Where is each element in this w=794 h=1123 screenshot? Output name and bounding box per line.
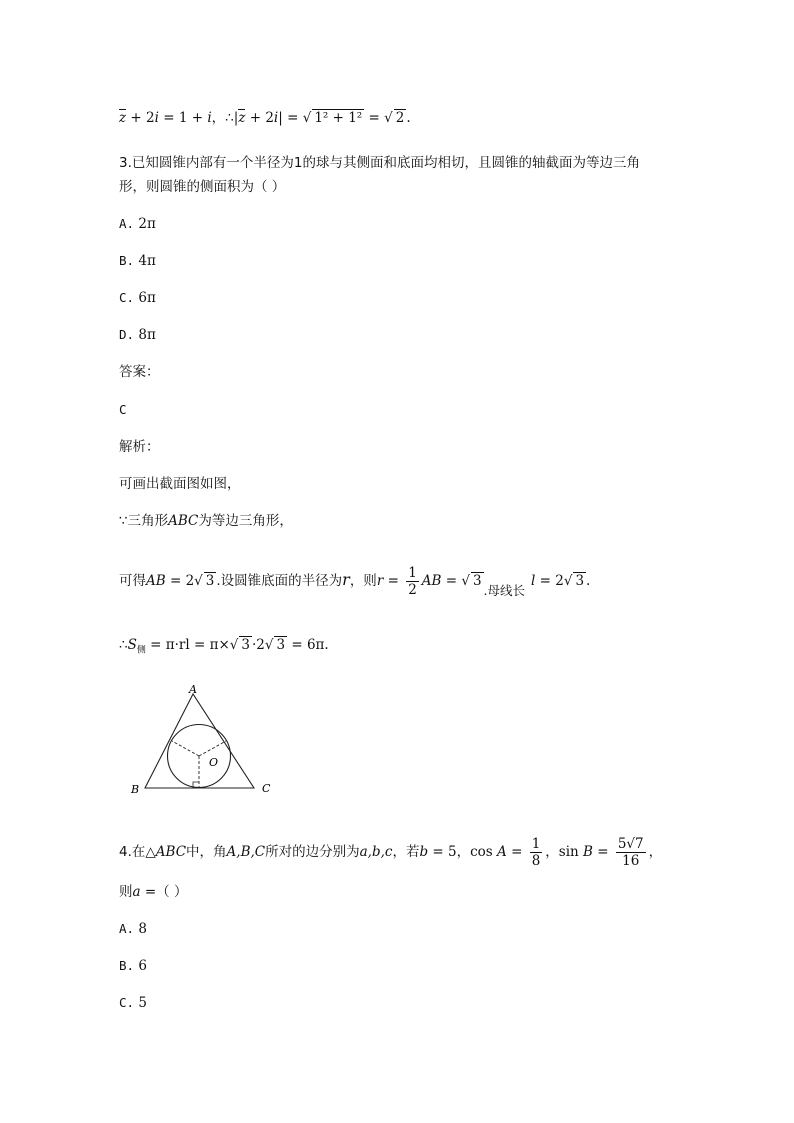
text: 则 [119, 884, 133, 900]
label-o: O [209, 756, 219, 769]
text: 4.在 [119, 844, 146, 860]
triangle-name: △ABC [145, 844, 187, 860]
formula-line-1 [119, 108, 411, 128]
sqrt-symbol: √ [302, 110, 312, 126]
text: =（ ） [140, 884, 188, 900]
therefore-symbol: ∴ [119, 637, 128, 653]
denominator: 16 [622, 853, 640, 869]
option-value: 4π [138, 253, 156, 269]
option-label: B. [119, 958, 135, 973]
text: = [506, 844, 527, 860]
side-b: b [419, 844, 429, 860]
denominator: 8 [531, 853, 541, 869]
text-plus-2: + 2 [245, 110, 274, 126]
answer-heading: 答案： [119, 364, 160, 380]
text: = [592, 844, 613, 860]
angles: A,B,C [226, 844, 266, 860]
q4-stem-line-1 [119, 832, 662, 872]
comma: ， [211, 110, 226, 126]
q3-stem-line-2: 形，则圆锥的侧面积为（ ） [119, 179, 286, 195]
slant-l: l [531, 573, 536, 589]
text: ∵三角形 [119, 513, 169, 529]
text: .设圆锥底面的半径为 [216, 573, 343, 589]
numerator: 5√7 [617, 836, 644, 852]
text: = 2√ [535, 573, 573, 589]
analysis-heading: 解析： [119, 439, 160, 455]
text: ，则 [349, 573, 377, 589]
q3-option-b [119, 251, 156, 271]
subscript: 侧 [136, 645, 146, 656]
cos-func: cos [470, 844, 498, 860]
option-value: 8 [138, 921, 147, 937]
radius-dashed [199, 741, 226, 756]
label-c: C [262, 782, 271, 795]
label-a: A [189, 683, 197, 696]
triangle-name: ABC [168, 513, 199, 529]
text-plus-2: + 2 [126, 110, 155, 126]
analysis-line-2 [119, 511, 293, 531]
comma: ， [545, 844, 559, 860]
sqrt-body: 2 [395, 110, 405, 126]
fraction-sin [616, 836, 646, 869]
i-symbol: i [207, 110, 212, 126]
option-label: C. [119, 290, 135, 305]
option-label: D. [119, 327, 135, 342]
sqrt-body: 3 [575, 573, 585, 589]
q4-stem-line-2 [119, 882, 187, 902]
text-eq: = 1 + [158, 110, 208, 126]
numerator: 1 [531, 836, 541, 852]
sqrt-body: 1² + 1² [314, 110, 363, 126]
text-eq-sqrt: = √ [364, 110, 393, 126]
label-b: B [131, 783, 140, 796]
therefore-symbol: ∴ [225, 110, 234, 126]
analysis-line-1: 可画出截面图如图， [119, 476, 241, 492]
q3-stem-line-1: 3.已知圆锥内部有一个半径为1的球与其侧面和底面均相切，且圆锥的轴截面为等边三角 [119, 155, 640, 171]
q3-option-a [119, 214, 156, 234]
sqrt-body: 3 [241, 637, 250, 653]
sides: a,b,c [359, 844, 393, 860]
abs-bar: | = [278, 110, 303, 126]
option-label: B. [119, 253, 135, 268]
numerator: 1 [408, 565, 417, 581]
option-value: 8π [138, 327, 156, 343]
text: = π·rl = π×√ [145, 637, 239, 653]
option-value: 6π [138, 290, 156, 306]
text: 所对的边分别为 [265, 844, 360, 860]
angle-a: A [497, 844, 507, 860]
text: 中，角 [186, 844, 227, 860]
q4-option-a [119, 919, 147, 939]
radius-dashed [172, 741, 199, 756]
cone-cross-section-figure [125, 680, 285, 805]
text: .母线长 [483, 583, 526, 598]
fraction-cos [530, 836, 543, 869]
text: 为等边三角形， [198, 513, 293, 529]
fraction-half [406, 565, 419, 598]
sqrt-body: 3 [276, 637, 286, 653]
z-bar: z [119, 110, 127, 126]
option-value: 6 [138, 958, 147, 974]
analysis-line-3 [119, 562, 590, 598]
segment-ab: AB [146, 573, 166, 589]
triangle-abc [145, 694, 254, 788]
text: 可得 [119, 573, 146, 589]
period: . [586, 573, 591, 589]
text: = 5 [428, 844, 457, 860]
radius-r: r [342, 570, 350, 589]
analysis-line-4 [119, 635, 329, 661]
i-symbol: i [273, 110, 279, 126]
q3-option-c [119, 288, 156, 308]
text: = [383, 573, 404, 589]
text: = 2√ [165, 573, 203, 589]
angle-b: B [583, 844, 593, 860]
text: ·2√ [251, 637, 274, 653]
i-symbol: i [154, 110, 159, 126]
segment-ab: AB [421, 573, 442, 589]
text: = 6π. [287, 637, 329, 653]
option-value: 5 [138, 995, 147, 1011]
abs-bar: | [233, 110, 239, 126]
q4-option-c [119, 993, 147, 1013]
period: . [406, 110, 411, 126]
option-label: A. [119, 216, 135, 231]
option-label: C. [119, 995, 135, 1010]
comma: ， [648, 844, 663, 860]
denominator: 2 [408, 582, 417, 598]
side-a: a [132, 884, 141, 900]
sqrt-body: 3 [472, 573, 482, 589]
answer-value: C [119, 402, 127, 417]
z-bar: z [238, 110, 246, 126]
sqrt-body: 3 [205, 573, 215, 589]
option-value: 2π [138, 216, 156, 232]
area-s: S [127, 637, 137, 653]
q3-option-d [119, 325, 156, 345]
sin-func: sin [558, 844, 584, 860]
text: = √ [441, 573, 470, 589]
radius-r: r [376, 573, 384, 589]
comma: ， [456, 844, 471, 860]
option-label: A. [119, 921, 135, 936]
q4-option-b [119, 956, 147, 976]
text: ，若 [392, 844, 420, 860]
